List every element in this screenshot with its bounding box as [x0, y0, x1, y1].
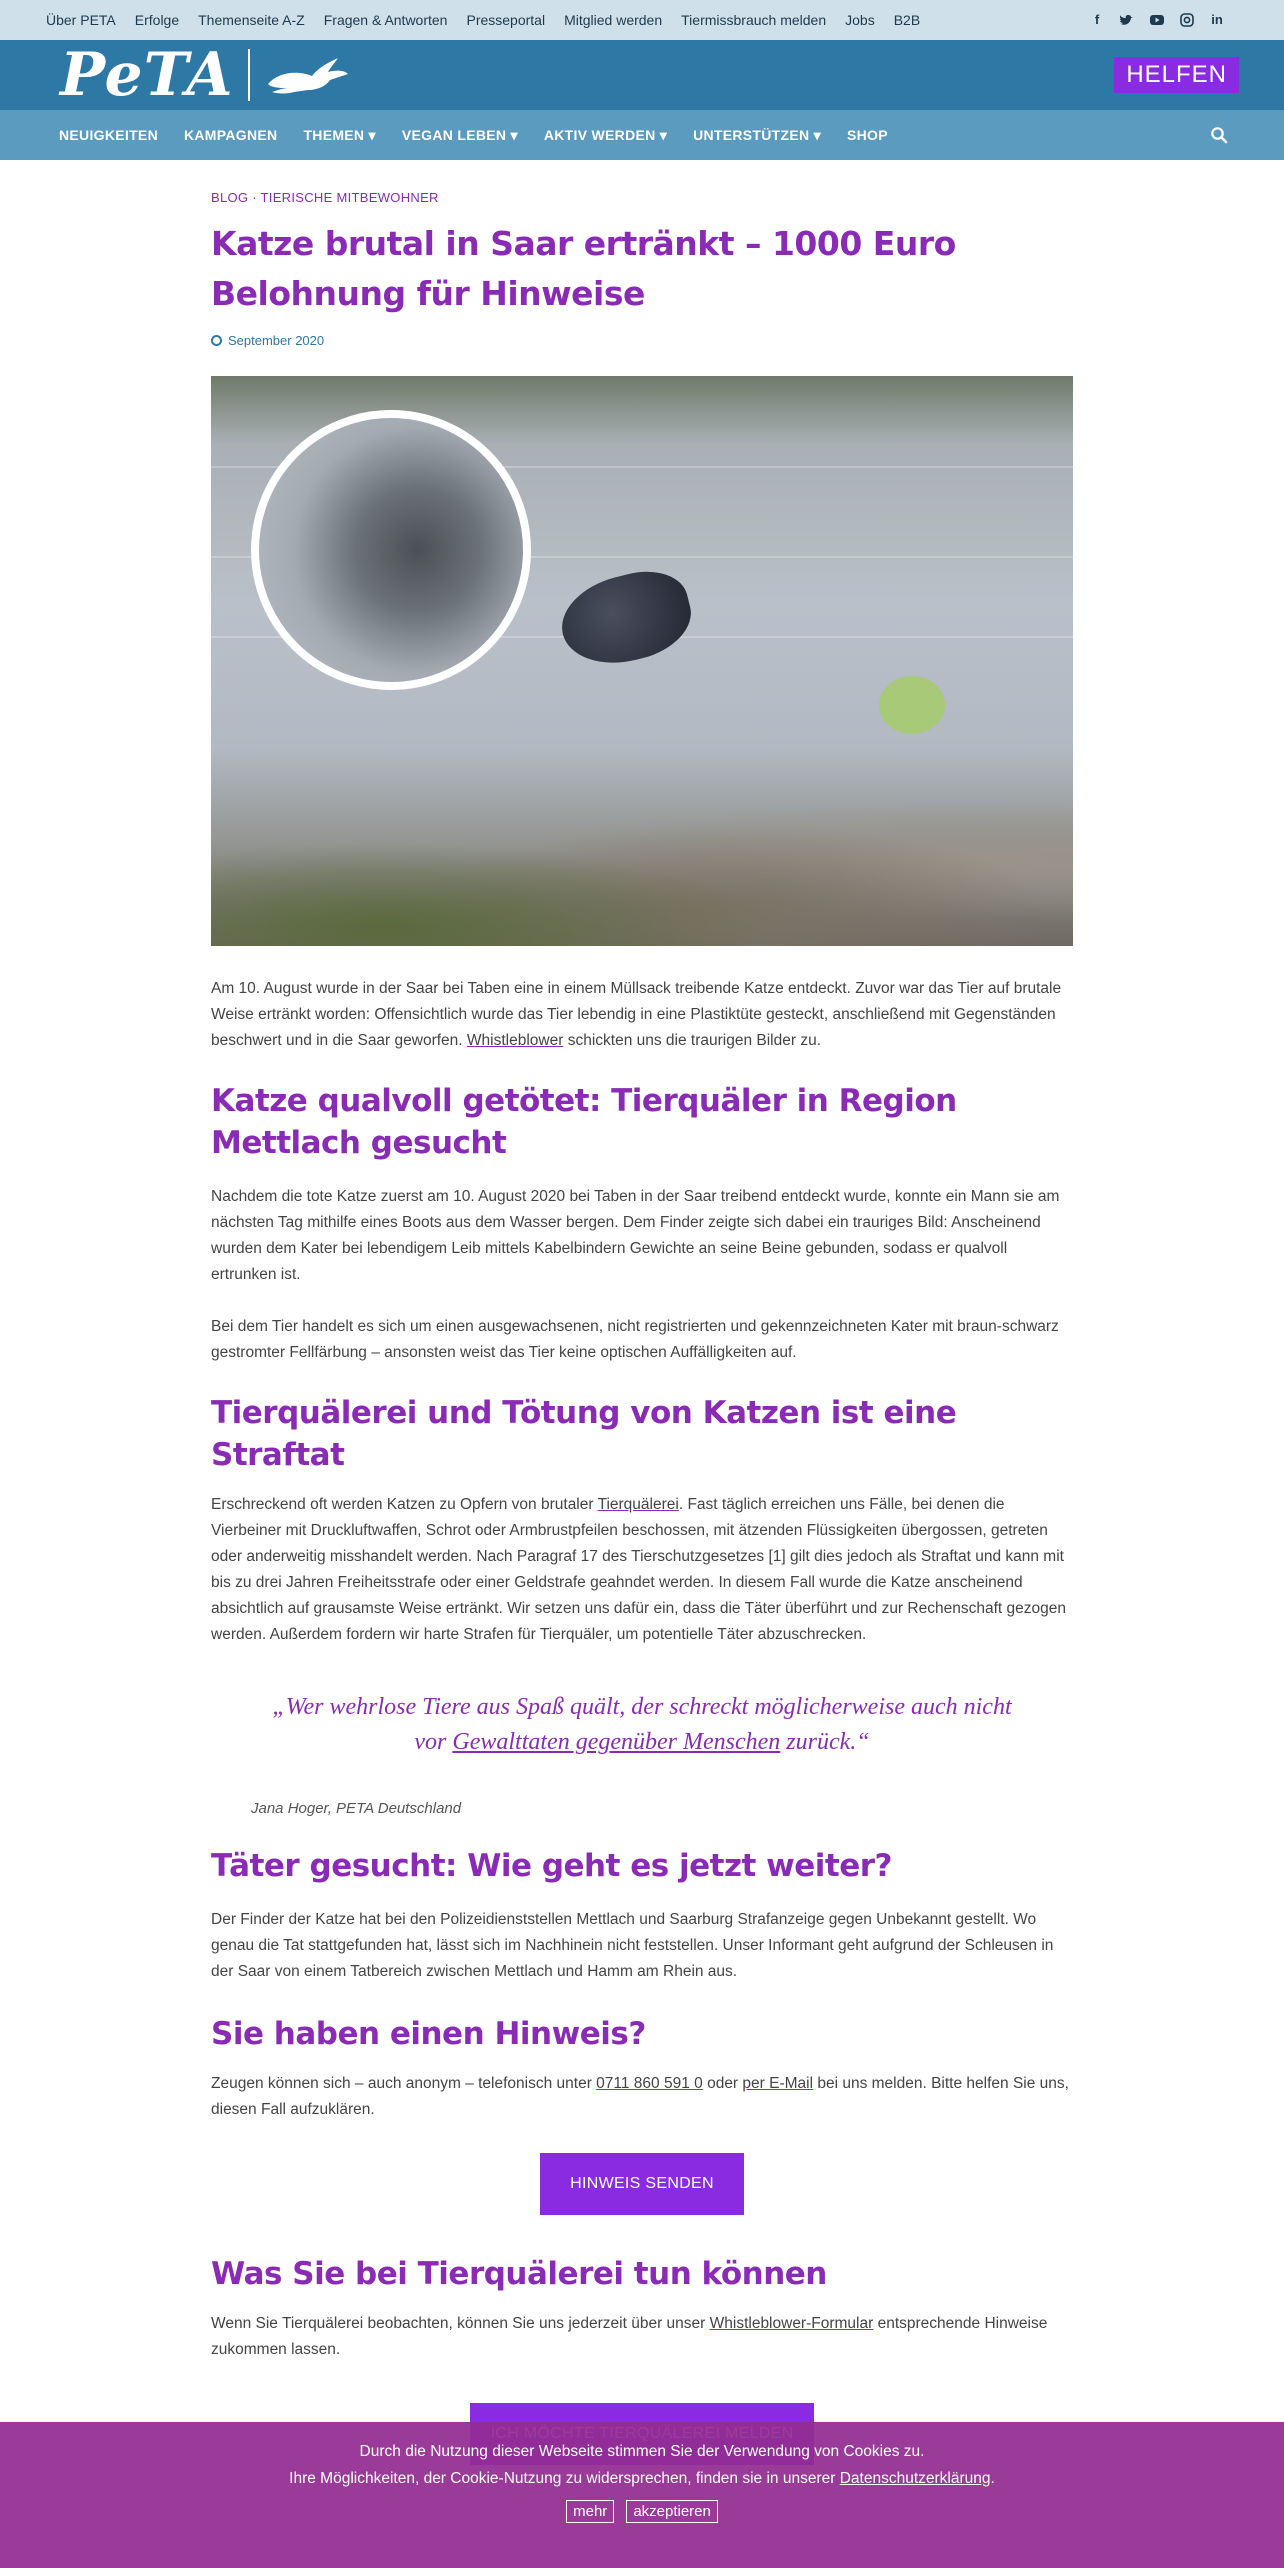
floating-bag-shape: [553, 562, 700, 676]
email-link[interactable]: per E-Mail: [742, 2075, 814, 2092]
date-text: September 2020: [228, 333, 325, 348]
clock-icon: [211, 335, 222, 346]
riverbank-rocks: [211, 776, 1073, 946]
paragraph-intro: Am 10. August wurde in der Saar bei Taben eine in einem Müllsack treibende Katze entdeckt. Zuvor war das Tier auf brutale Weise ertränkt worden: Offensichtlich wurde das Tier lebendig in eine Plastiktüte gesteckt, anschließend mit Gegenständen beschwert und in die Saar geworfen. Whistleblower schickten uns die traurigen Bilder zu.: [211, 980, 1062, 1049]
privacy-policy-link[interactable]: Datenschutzerklärung: [839, 2470, 991, 2487]
paragraph-zeugen: Zeugen können sich – auch anonym – telefonisch unter 0711 860 591 0 oder per E-Mail bei uns melden. Bitte helfen Sie uns, diesen Fall aufzuklären.: [211, 2075, 1069, 2118]
top-utility-bar: [0, 0, 1284, 40]
utility-link-ueber-peta[interactable]: Über PETA: [46, 12, 116, 28]
lily-pad-shape: [879, 676, 945, 734]
breadcrumb[interactable]: BLOG · TIERISCHE MITBEWOHNER: [211, 190, 439, 205]
utility-link-presseportal[interactable]: Presseportal: [466, 12, 546, 28]
cookie-banner: [0, 2422, 1284, 2568]
page-title: Katze brutal in Saar ertränkt – 1000 Euro Belohnung für Hinweise: [211, 224, 956, 313]
utility-link-mitglied[interactable]: Mitglied werden: [564, 12, 663, 28]
tierquaelerei-link[interactable]: Tierquälerei: [597, 1496, 679, 1513]
utility-link-faq[interactable]: Fragen & Antworten: [323, 12, 448, 28]
peta-logo[interactable]: [60, 40, 350, 110]
linkedin-icon[interactable]: in: [1211, 12, 1223, 27]
nav-item-kampagnen[interactable]: KAMPAGNEN: [183, 126, 278, 143]
utility-link-melden[interactable]: Tiermissbrauch melden: [681, 12, 827, 28]
nav-item-themen[interactable]: THEMEN ▾: [303, 126, 376, 143]
inset-closeup-image: [251, 410, 531, 690]
hero-image: [211, 376, 1073, 946]
article: [211, 160, 1073, 2465]
youtube-icon[interactable]: [1150, 13, 1164, 27]
paragraph-was-tun: Wenn Sie Tierquälerei beobachten, können Sie uns jederzeit über unser Whistleblower-Formular entsprechende Hinweise zukommen lassen.: [211, 2315, 1048, 2358]
cookie-more-button[interactable]: mehr: [566, 2500, 614, 2523]
cookie-text-line1: Durch die Nutzung dieser Webseite stimmen Sie der Verwendung von Cookies zu.: [359, 2443, 925, 2460]
cookie-text-line2: Ihre Möglichkeiten, der Cookie-Nutzung zu widersprechen, finden sie in unserer Datenschutzerklärung.: [289, 2470, 995, 2487]
send-hint-button[interactable]: HINWEIS SENDEN: [540, 2153, 744, 2215]
phone-link[interactable]: 0711 860 591 0: [596, 2075, 703, 2092]
heading-hinweis: Sie haben einen Hinweis?: [211, 2016, 646, 2052]
cookie-buttons: [0, 2500, 1284, 2523]
paragraph-straftat: Erschreckend oft werden Katzen zu Opfern von brutaler Tierquälerei. Fast täglich erreichen uns Fälle, bei denen die Vierbeiner mit Druckluftwaffen, Schrot oder Armbrustpfeilen beschossen, mit ätzenden Flüssigkeiten übergossen, getreten oder anderweitig misshandelt werden. Nach Paragraf 17 des Tierschutzgesetzes [1] gilt dies jedoch als Straftat und kann mit bis zu drei Jahren Freiheitsstrafe oder einer Geldstrafe geahndet werden. In diesem Fall wurde die Katze anscheinend absichtlich auf grausamste Weise ertränkt. Wir setzen uns dafür ein, dass die Täter überführt und zur Rechenschaft gezogen werden. Außerdem fordern wir harte Strafen für Tierquäler, um potentielle Täter abzuschrecken.: [211, 1496, 1066, 1643]
help-button[interactable]: HELFEN: [1114, 57, 1239, 93]
search-icon[interactable]: [1210, 126, 1228, 144]
logo-wordmark: PeTA: [60, 40, 234, 110]
cookie-accept-button[interactable]: akzeptieren: [626, 2500, 718, 2523]
main-navigation: [0, 110, 1284, 160]
utility-link-jobs[interactable]: Jobs: [845, 12, 875, 28]
brand-header: [0, 40, 1284, 110]
heading-taeter-gesucht: Täter gesucht: Wie geht es jetzt weiter?: [211, 1848, 893, 1884]
facebook-icon[interactable]: f: [1094, 12, 1100, 27]
paragraph-finder: Nachdem die tote Katze zuerst am 10. August 2020 bei Taben in der Saar treibend entdeckt wurde, konnte ein Mann sie am nächsten Tag mithilfe eines Boots aus dem Wasser bergen. Dem Finder zeigte sich dabei ein trauriges Bild: Anscheinend wurden dem Kater bei lebendigem Leib mittels Kabelbindern Gewichte an seine Beine gebunden, sodass er qualvoll ertrunken ist.: [211, 1188, 1060, 1283]
social-icons: [1090, 13, 1224, 27]
logo-divider: [248, 49, 250, 101]
utility-links: [46, 12, 939, 28]
nav-items: [59, 127, 914, 144]
nav-item-unterstuetzen[interactable]: UNTERSTÜTZEN ▾: [693, 126, 821, 143]
quote-citation: Jana Hoger, PETA Deutschland: [251, 1800, 462, 1817]
nav-item-neuigkeiten[interactable]: NEUIGKEITEN: [59, 126, 158, 143]
whistleblower-form-link[interactable]: Whistleblower-Formular: [709, 2315, 874, 2332]
heading-straftat: Tierquälerei und Tötung von Katzen ist eine Straftat: [211, 1395, 957, 1473]
whistleblower-link[interactable]: Whistleblower: [466, 1032, 564, 1049]
heading-katze-qualvoll: Katze qualvoll getötet: Tierquäler in Region Mettlach gesucht: [211, 1083, 957, 1161]
pull-quote: „Wer wehrlose Tiere aus Spaß quält, der schreckt möglicherweise auch nicht vor Gewalttaten gegenüber Menschen zurück.“: [272, 1694, 1012, 1755]
heading-was-tun: Was Sie bei Tierquälerei tun können: [211, 2256, 827, 2292]
paragraph-description: Bei dem Tier handelt es sich um einen ausgewachsenen, nicht registrierten und gekennzeichneten Kater mit braun-schwarz gestromter Fellfärbung – ansonsten weist das Tier keine optischen Auffälligkeiten auf.: [211, 1318, 1059, 1361]
instagram-icon[interactable]: [1180, 13, 1194, 27]
utility-link-themenseite[interactable]: Themenseite A-Z: [198, 12, 305, 28]
publish-date: [211, 333, 1073, 348]
nav-item-aktiv-werden[interactable]: AKTIV WERDEN ▾: [543, 126, 668, 143]
twitter-icon[interactable]: [1120, 13, 1134, 27]
nav-item-vegan-leben[interactable]: VEGAN LEBEN ▾: [401, 126, 518, 143]
utility-link-b2b[interactable]: B2B: [893, 12, 921, 28]
utility-link-erfolge[interactable]: Erfolge: [134, 12, 180, 28]
rabbit-icon: [264, 54, 350, 96]
gewalttaten-link[interactable]: Gewalttaten gegenüber Menschen: [452, 1729, 781, 1755]
paragraph-strafanzeige: Der Finder der Katze hat bei den Polizeidienststellen Mettlach und Saarburg Strafanzeige gegen Unbekannt gestellt. Wo genau die Tat stattgefunden hat, lässt sich im Nachhinein nicht feststellen. Unser Informant geht aufgrund der Schleusen in der Saar von einem Tatbereich zwischen Mettlach und Hamm am Rhein aus.: [211, 1911, 1054, 1980]
nav-item-shop[interactable]: SHOP: [846, 126, 888, 143]
